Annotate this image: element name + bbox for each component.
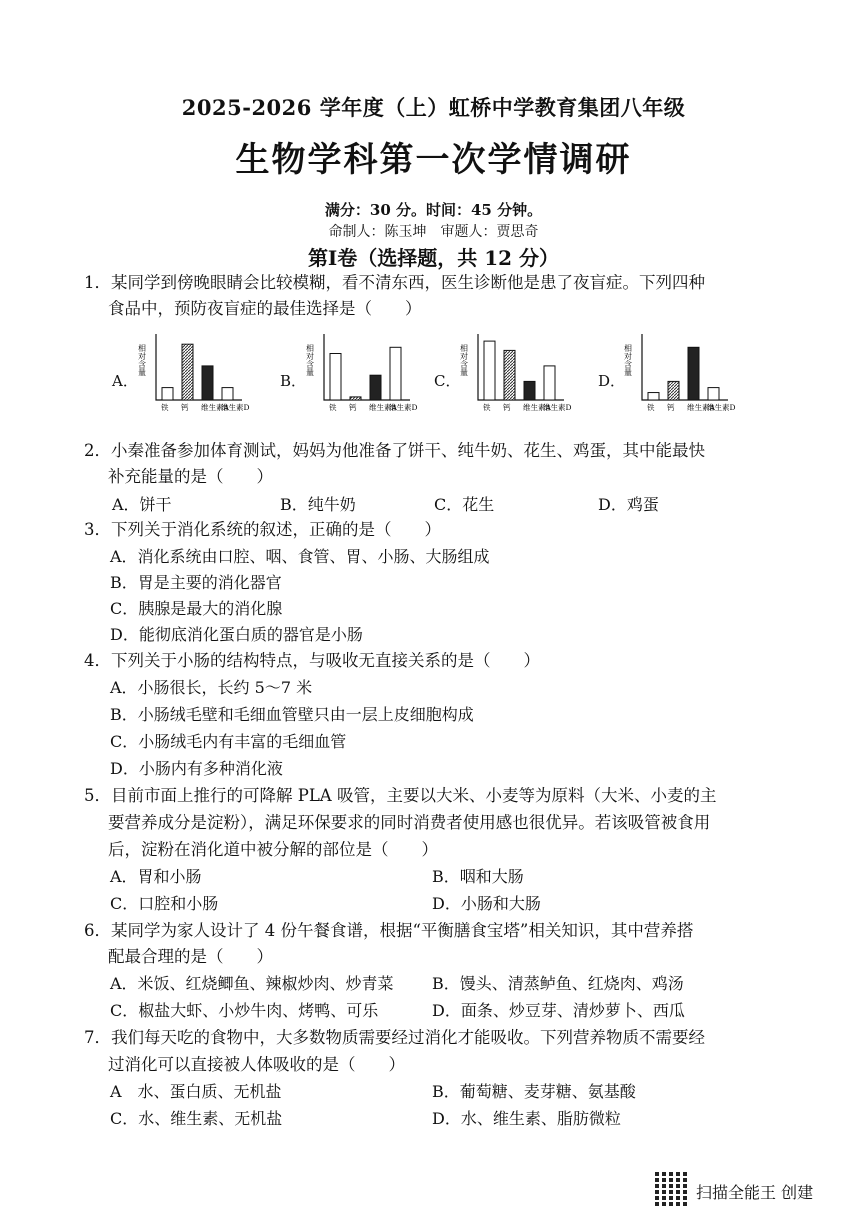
bar-3 [708,388,719,400]
question-4-option-a: A．小肠很长，长约 5～7 米 [110,678,313,697]
question-4-option-b: B．小肠绒毛壁和毛细血管壁只由一层上皮细胞构成 [110,705,474,724]
bar-chart-b [305,330,418,425]
question-2-option-d: D．鸡蛋 [598,495,659,514]
bar-3 [390,347,401,400]
bar-chart-a [137,330,250,425]
bar-2 [688,347,699,400]
bar-1 [182,344,193,400]
authors: 命制人：陈玉坤 审题人：贾思奇 [328,224,539,240]
category-label: 维生素D [221,403,250,412]
category-label: 铁 [329,403,337,412]
question-5-option-b: B．咽和大肠 [432,867,524,886]
score-time: 满分：30 分。时间：45 分钟。 [324,201,543,219]
question-2-option-a: A．饼干 [112,495,172,514]
question-5-option-a: A．胃和小肠 [110,867,202,886]
question-6-option-d: D．面条、炒豆芽、清炒萝卜、西瓜 [432,1001,685,1020]
question-1-line2: 食品中，预防夜盲症的最佳选择是（ ） [108,299,422,318]
question-6-option-a: A．米饭、红烧鲫鱼、辣椒炒肉、炒青菜 [110,974,394,993]
question-1-option-c: C． [434,372,461,390]
bar-1 [504,350,515,400]
section-heading: 第Ⅰ卷（选择题，共 12 分） [307,246,560,270]
question-6-option-b: B．馒头、清蒸鲈鱼、红烧肉、鸡汤 [432,974,684,993]
category-label: 铁 [161,403,169,412]
exam-title-line2: 生物学科第一次学情调研 [235,140,632,180]
bar-0 [330,354,341,401]
qr-code-icon [652,1172,688,1208]
question-4-line1: 4．下列关于小肠的结构特点，与吸收无直接关系的是（ ） [84,651,540,670]
category-label: 铁 [483,403,491,412]
bar-3 [222,388,233,400]
bar-chart-d [623,330,736,425]
bar-1 [350,397,361,400]
category-label: 钙 [503,403,511,412]
category-label: 钙 [349,403,357,412]
question-4-option-d: D．小肠内有多种消化液 [110,759,283,778]
question-2-option-c: C．花生 [434,495,495,514]
question-2-line2: 补充能量的是（ ） [108,467,273,486]
bar-2 [524,381,535,400]
question-5-line2: 要营养成分是淀粉），满足环保要求的同时消费者使用感也很优异。若该吸管被食用 [108,813,711,832]
question-7-line1: 7．我们每天吃的食物中，大多数物质需要经过消化才能吸收。下列营养物质不需要经 [84,1028,705,1047]
bar-chart-c [459,330,572,425]
question-6-option-c: C．椒盐大虾、小炒牛肉、烤鸭、可乐 [110,1001,379,1020]
footer [652,1172,852,1212]
question-1-option-d: D． [598,372,626,390]
question-6-line1: 6．某同学为家人设计了 4 份午餐食谱，根据“平衡膳食宝塔”相关知识，其中营养搭 [84,921,694,940]
y-axis-label: 相对含量 [623,344,633,376]
y-axis-label: 相对含量 [305,344,315,376]
question-7-option-b: B．葡萄糖、麦芽糖、氨基酸 [432,1082,636,1101]
category-label: 维生素A [369,403,397,412]
bar-0 [648,393,659,400]
category-label: 维生素D [543,403,572,412]
bar-2 [202,366,213,400]
category-label: 钙 [181,403,189,412]
question-7-option-c: C．水、维生素、无机盐 [110,1109,283,1128]
question-3-option-a: A．消化系统由口腔、咽、食管、胃、小肠、大肠组成 [110,547,490,566]
bar-3 [544,366,555,400]
bar-2 [370,375,381,400]
question-3-option-c: C．胰腺是最大的消化腺 [110,599,283,618]
question-7-option-d: D．水、维生素、脂肪微粒 [432,1109,621,1128]
question-3-option-b: B．胃是主要的消化器官 [110,573,282,592]
question-2-line1: 2．小秦准备参加体育测试，妈妈为他准备了饼干、纯牛奶、花生、鸡蛋，其中能最快 [84,441,705,460]
question-3-line1: 3．下列关于消化系统的叙述，正确的是（ ） [84,520,441,539]
bar-0 [484,341,495,400]
question-7-option-a: A 水、蛋白质、无机盐 [110,1082,282,1101]
category-label: 维生素D [389,403,418,412]
category-label: 维生素D [707,403,736,412]
y-axis-label: 相对含量 [137,344,147,376]
question-1-option-a: A． [112,372,138,390]
question-7-line2: 过消化可以直接被人体吸收的是（ ） [108,1055,405,1074]
question-1-option-b: B． [280,372,307,390]
question-6-line2: 配最合理的是（ ） [108,947,273,966]
category-label: 钙 [667,403,675,412]
question-5-option-d: D．小肠和大肠 [432,894,541,913]
category-label: 维生素A [201,403,229,412]
question-3-option-d: D．能彻底消化蛋白质的器官是小肠 [110,625,363,644]
question-4-option-c: C．小肠绒毛内有丰富的毛细血管 [110,732,347,751]
bar-1 [668,381,679,400]
question-5-option-c: C．口腔和小肠 [110,894,219,913]
scanner-brand: 扫描全能王 创建 [696,1183,814,1202]
category-label: 维生素A [687,403,715,412]
question-5-line3: 后，淀粉在消化道中被分解的部位是（ ） [108,840,438,859]
question-5-line1: 5．目前市面上推行的可降解 PLA 吸管，主要以大米、小麦等为原料（大米、小麦的主 [84,786,717,805]
category-label: 铁 [647,403,655,412]
question-1-line1: 1．某同学到傍晚眼睛会比较模糊，看不清东西，医生诊断他是患了夜盲症。下列四种 [84,273,705,292]
question-2-option-b: B．纯牛奶 [280,495,356,514]
y-axis-label: 相对含量 [459,344,469,376]
bar-0 [162,388,173,400]
exam-title-line1: 2025-2026 学年度（上）虹桥中学教育集团八年级 [181,95,686,120]
category-label: 维生素A [523,403,551,412]
